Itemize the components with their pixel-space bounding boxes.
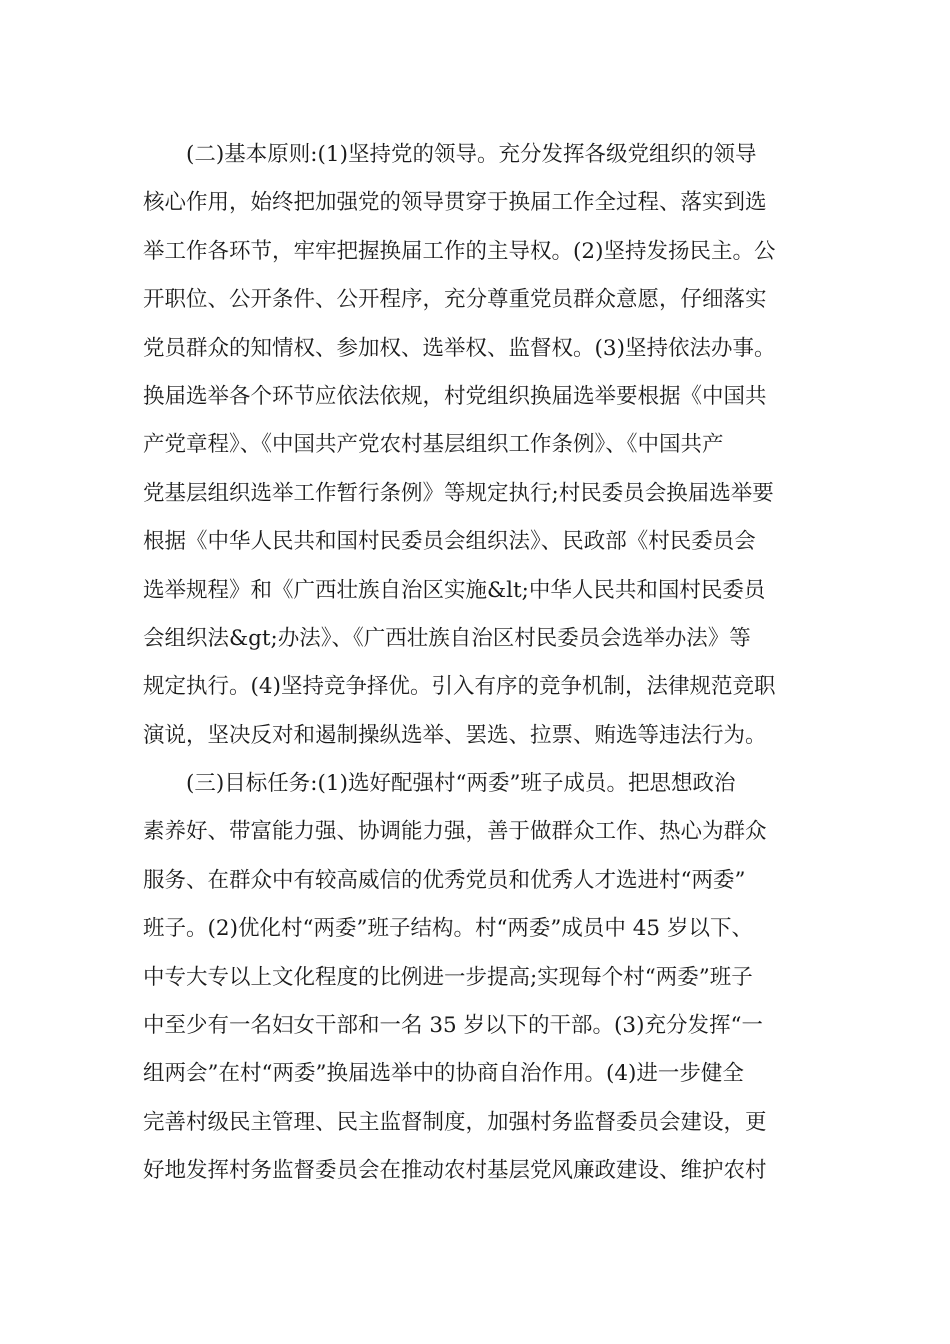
text-line: 规定执行。(4)坚持竞争择优。引入有序的竞争机制，法律规范竞职 (143, 674, 776, 700)
text-line: 中至少有一名妇女干部和一名 35 岁以下的干部。(3)充分发挥“一 (143, 1013, 763, 1039)
body-text (143, 131, 823, 1196)
text-line: 换届选举各个环节应依法依规，村党组织换届选举要根据《中国共 (143, 383, 767, 409)
text-line: 举工作各环节，牢牢把握换届工作的主导权。(2)坚持发扬民主。公 (143, 238, 776, 264)
text-line: 产党章程》、《中国共产党农村基层组织工作条例》、《中国共产 (143, 432, 724, 458)
text-line: 党基层组织选举工作暂行条例》等规定执行;村民委员会换届选举要 (143, 480, 774, 506)
text-line: (三)目标任务:(1)选好配强村“两委”班子成员。把思想政治 (143, 771, 736, 797)
text-line: 中专大专以上文化程度的比例进一步提高;实现每个村“两委”班子 (143, 964, 753, 990)
text-line: 素养好、带富能力强、协调能力强，善于做群众工作、热心为群众 (143, 819, 767, 845)
text-line: 党员群众的知情权、参加权、选举权、监督权。(3)坚持依法办事。 (143, 335, 776, 361)
text-line: 服务、在群众中有较高威信的优秀党员和优秀人才选进村“两委” (143, 867, 746, 893)
text-line: 根据《中华人民共和国村民委员会组织法》、民政部《村民委员会 (143, 529, 756, 555)
text-line: 完善村级民主管理、民主监督制度，加强村务监督委员会建设，更 (143, 1109, 767, 1135)
text-line: 开职位、公开条件、公开程序，充分尊重党员群众意愿，仔细落实 (143, 287, 767, 313)
text-line: 选举规程》和《广西壮族自治区实施&lt;中华人民共和国村民委员 (143, 577, 766, 603)
text-line: 演说，坚决反对和遏制操纵选举、罢选、拉票、贿选等违法行为。 (143, 722, 767, 748)
text-line: 组两会”在村“两委”换届选举中的协商自治作用。(4)进一步健全 (143, 1061, 744, 1087)
text-line: 好地发挥村务监督委员会在推动农村基层党风廉政建设、维护农村 (143, 1158, 767, 1184)
text-line: 核心作用，始终把加强党的领导贯穿于换届工作全过程、落实到选 (143, 190, 767, 216)
text-line: 会组织法&gt;办法》、《广西壮族自治区村民委员会选举办法》等 (143, 625, 751, 651)
text-line: (二)基本原则:(1)坚持党的领导。充分发挥各级党组织的领导 (143, 142, 757, 167)
text-line: 班子。(2)优化村“两委”班子结构。村“两委”成员中 45 岁以下、 (143, 916, 753, 942)
